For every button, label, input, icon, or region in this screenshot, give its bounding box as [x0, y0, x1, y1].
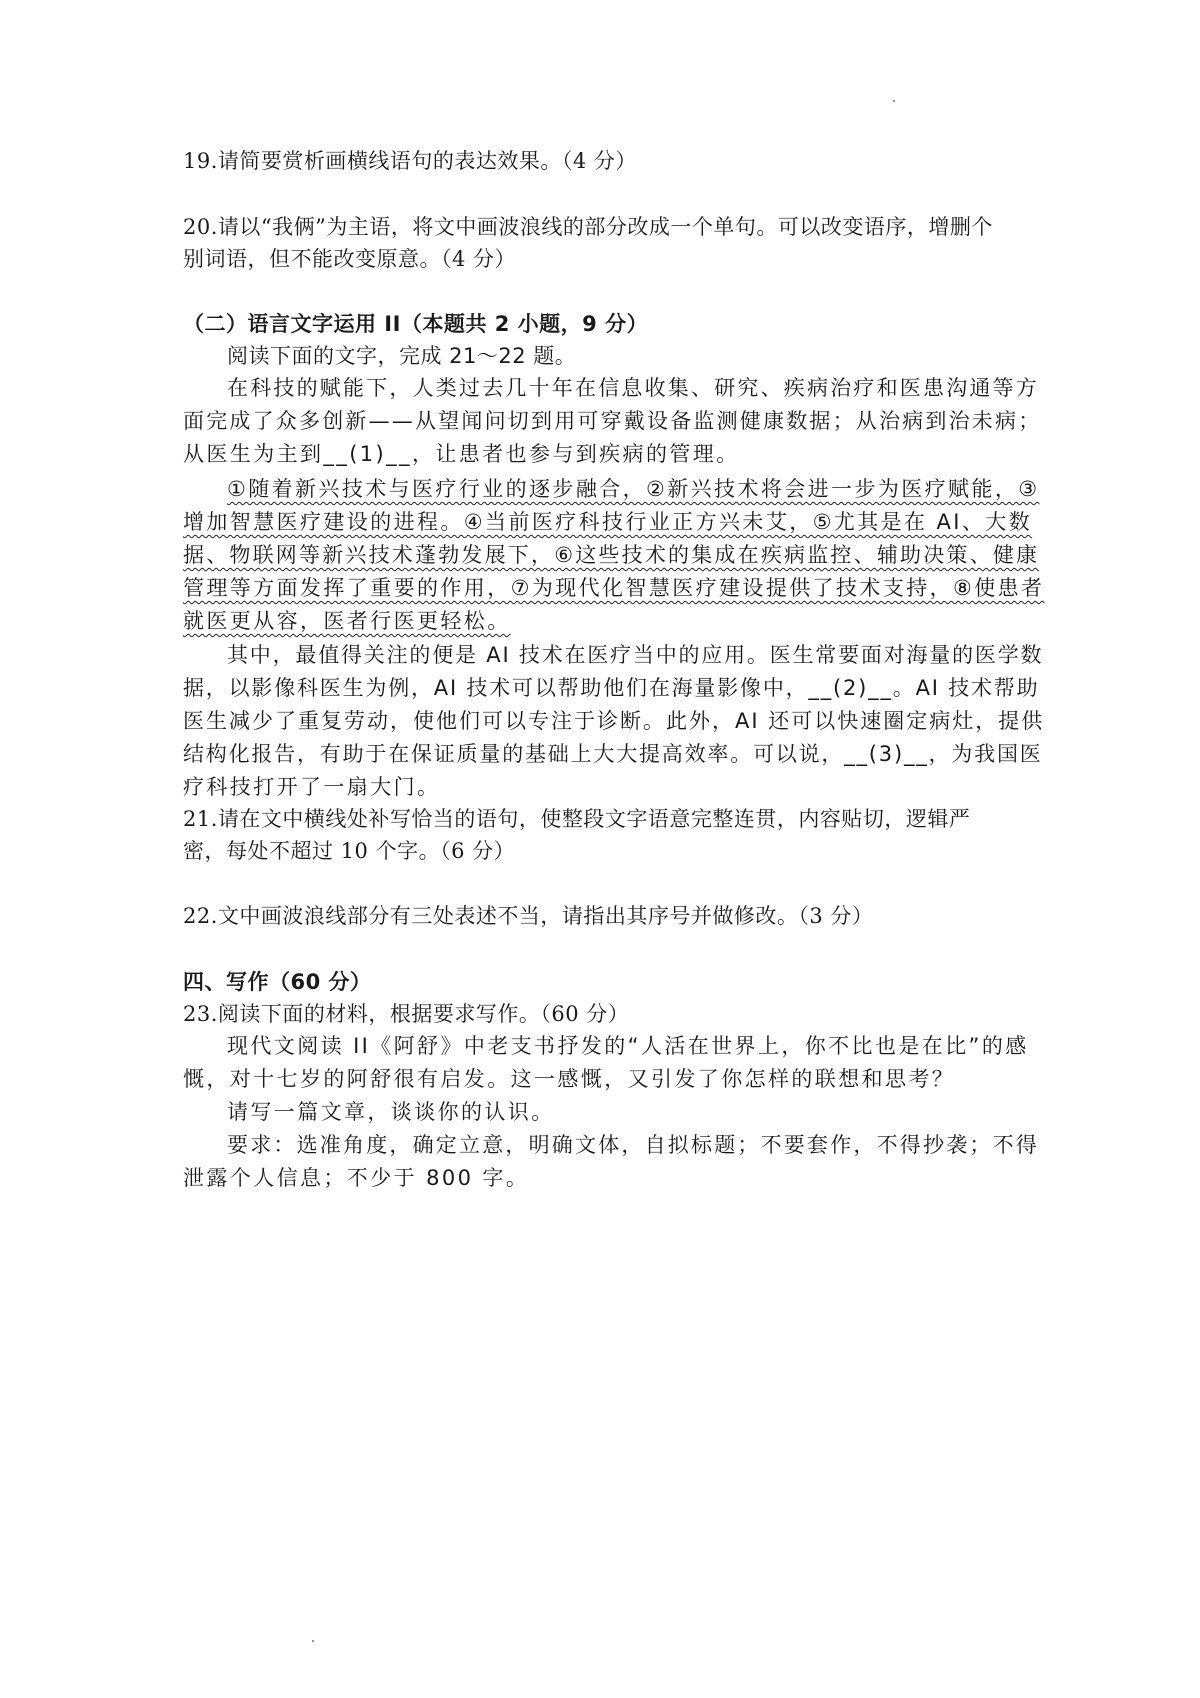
passage-para3-line5: 疗科技打开了一扇大门。: [183, 775, 441, 799]
passage-para3-line2: 据，以影像科医生为例，AI 技术可以帮助他们在海量影像中，__(2)__。AI 技术帮助: [183, 676, 1040, 700]
material-line1: 现代文阅读 II《阿舒》中老支书抒发的“人活在世界上，你不比也是在比”的感: [227, 1034, 1029, 1058]
passage-para1-line3: 从医生为主到__(1)__，让患者也参与到疾病的管理。: [183, 442, 740, 466]
wavy-passage-line5: [183, 606, 1043, 636]
wavy-passage-line1: [227, 474, 1043, 504]
scan-speck: [893, 100, 895, 102]
question-23: 23.阅读下面的材料，根据要求写作。（60 分）: [183, 1002, 630, 1026]
question-21-line2: 密，每处不超过 10 个字。（6 分）: [183, 839, 516, 863]
wavy-text: 增加智慧医疗建设的进程。④当前医疗科技行业正方兴未艾，⑤尤其是在 AI、大数: [183, 510, 1033, 534]
requirements-line1: 要求：选准角度，确定立意，明确文体，自拟标题；不要套作，不得抄袭；不得: [227, 1133, 1039, 1157]
passage-para1-line2: 面完成了众多创新——从望闻问切到用可穿戴设备监测健康数据；从治病到治未病；: [183, 409, 1042, 433]
scan-speck: [312, 1640, 314, 1642]
wavy-text: 管理等方面发挥了重要的作用，⑦为现代化智慧医疗建设提供了技术支持，⑧使患者: [183, 576, 1045, 600]
section-4-heading: 四、写作（60 分）: [183, 970, 372, 994]
wavy-passage-line4: [183, 573, 1043, 603]
passage-para3-line4: 结构化报告，有助于在保证质量的基础上大大提高效率。可以说，__(3)__，为我国医: [183, 742, 1043, 766]
passage-para3-line1: 其中，最值得关注的便是 AI 技术在医疗当中的应用。医生常要面对海量的医学数: [227, 643, 1044, 667]
wavy-text: 据、物联网等新兴技术蓬勃发展下，⑥这些技术的集成在疾病监控、辅助决策、健康: [183, 543, 1040, 567]
question-22: 22.文中画波浪线部分有三处表述不当，请指出其序号并做修改。（3 分）: [183, 904, 874, 928]
wavy-passage-line2: [183, 507, 1043, 537]
section-2-instruction: 阅读下面的文字，完成 21～22 题。: [227, 344, 577, 368]
question-21-line1: 21.请在文中横线处补写恰当的语句，使整段文字语意完整连贯，内容贴切，逻辑严: [183, 807, 971, 831]
passage-para3-line3: 医生减少了重复劳动，使他们可以专注于诊断。此外，AI 还可以快速圈定病灶，提供: [183, 709, 1045, 733]
question-20-line1: 20.请以“我俩”为主语，将文中画波浪线的部分改成一个单句。可以改变语序，增删个: [183, 215, 993, 239]
question-20-line2: 别词语，但不能改变原意。（4 分）: [183, 247, 517, 271]
wavy-text: 就医更从容，医者行医更轻松。: [183, 609, 511, 633]
writing-prompt: 请写一篇文章，谈谈你的认识。: [227, 1100, 555, 1124]
wavy-passage-line3: [183, 540, 1043, 570]
wavy-text: ①随着新兴技术与医疗行业的逐步融合，②新兴技术将会进一步为医疗赋能，③: [227, 477, 1040, 501]
question-19: 19.请简要赏析画横线语句的表达效果。（4 分）: [183, 149, 637, 173]
requirements-line2: 泄露个人信息；不少于 800 字。: [183, 1166, 530, 1190]
section-2-heading: （二）语言文字运用 II（本题共 2 小题，9 分）: [183, 312, 649, 336]
passage-para1-line1: 在科技的赋能下，人类过去几十年在信息收集、研究、疾病治疗和医患沟通等方: [227, 376, 1039, 400]
material-line2: 慨，对十七岁的阿舒很有启发。这一感慨，又引发了你怎样的联想和思考？: [183, 1067, 956, 1091]
